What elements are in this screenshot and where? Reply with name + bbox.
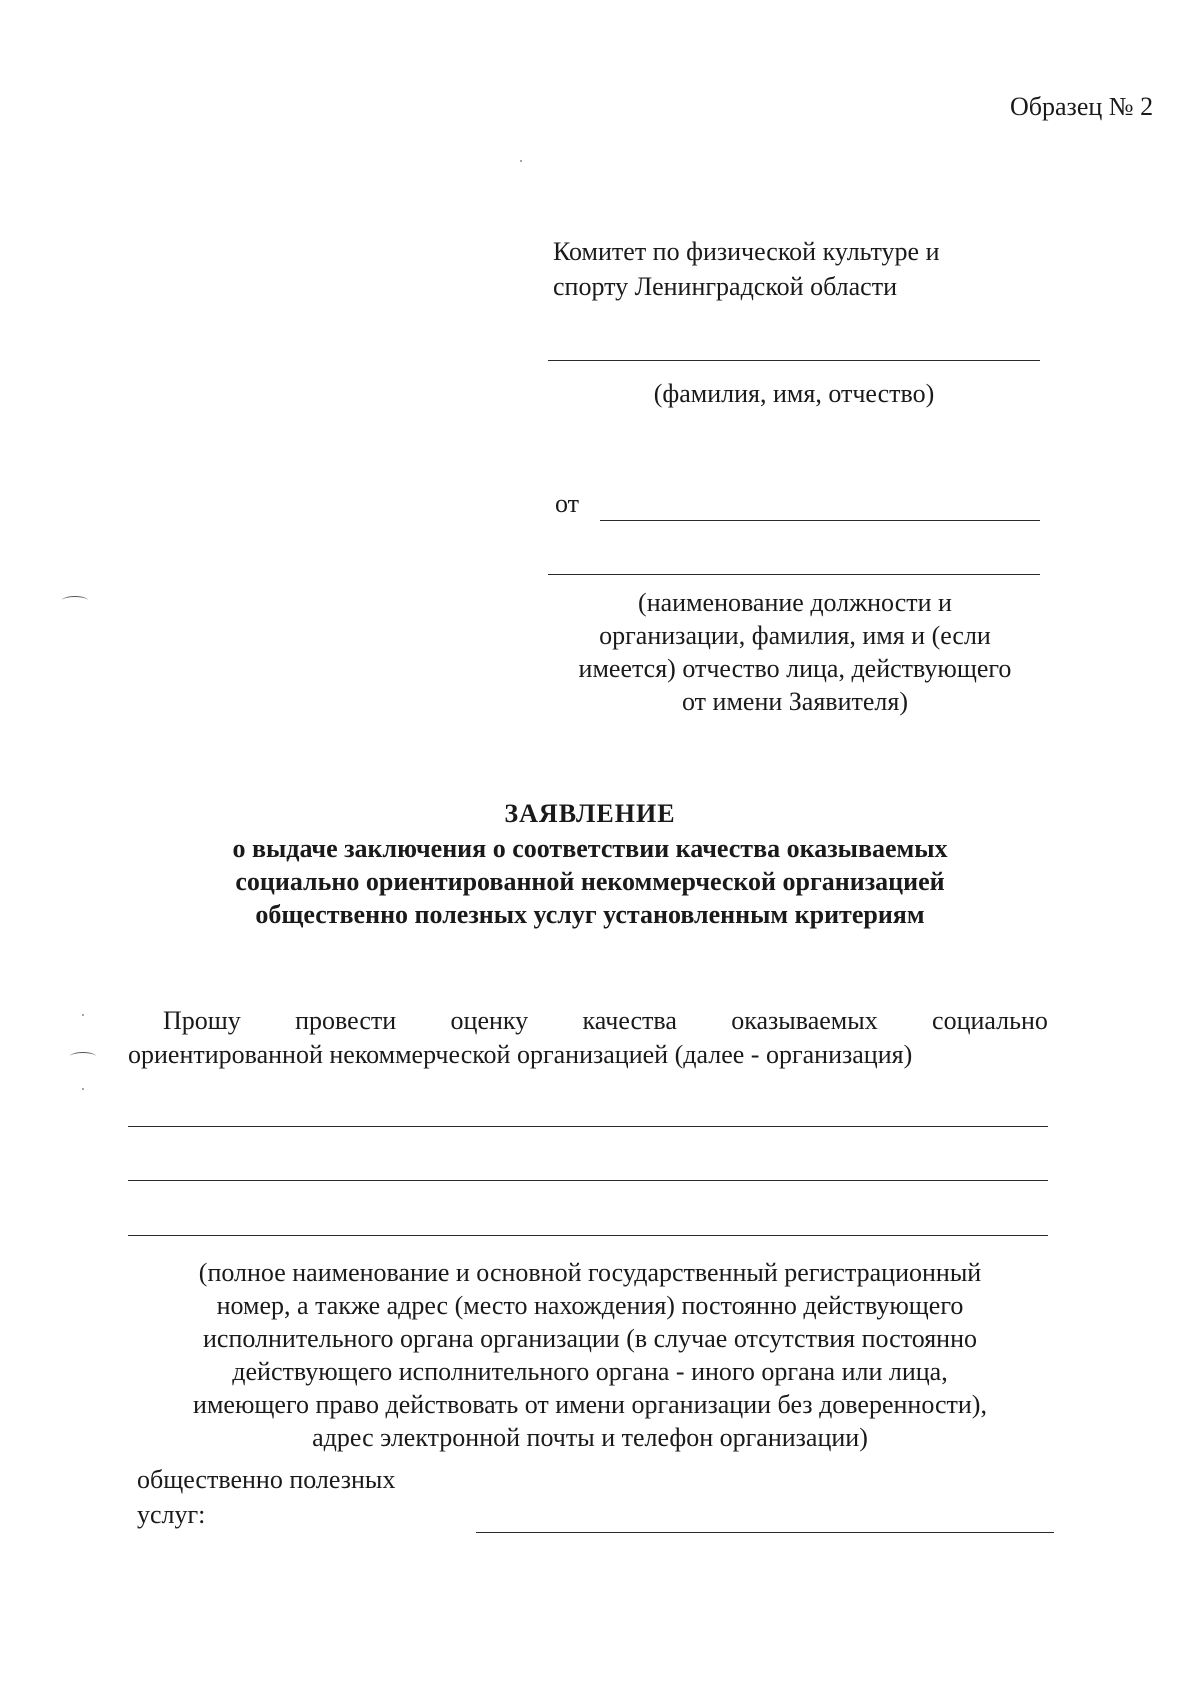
addressee-line-1: Комитет по физической культуре и	[553, 237, 940, 266]
organization-caption-line: (полное наименование и основной государственный регистрационный	[198, 1258, 982, 1287]
scan-speck	[70, 1052, 96, 1061]
request-word: качества	[582, 1006, 677, 1035]
request-word: оказываемых	[731, 1006, 878, 1035]
services-label	[137, 1462, 395, 1532]
services-label-line-1: общественно полезных	[137, 1465, 396, 1494]
title-heading: ЗАЯВЛЕНИЕ	[504, 799, 676, 828]
scan-dot	[82, 1088, 84, 1090]
fio-caption: (фамилия, имя, отчество)	[653, 379, 935, 408]
organization-field-line-2[interactable]	[128, 1180, 1048, 1181]
organization-field-line-1[interactable]	[128, 1126, 1048, 1127]
request-word: Прошу	[163, 1006, 241, 1035]
organization-field-line-3[interactable]	[128, 1235, 1048, 1236]
title-line: социально ориентированной некоммерческой организацией	[235, 867, 945, 896]
representative-caption-line: от имени Заявителя)	[682, 687, 908, 716]
from-label: от	[555, 489, 580, 518]
document-title	[150, 796, 1030, 931]
organization-caption	[130, 1256, 1050, 1454]
organization-caption-line: адрес электронной почты и телефон организации)	[312, 1423, 868, 1452]
applicant-name-field[interactable]	[548, 360, 1040, 361]
representative-field-line-2[interactable]	[548, 574, 1040, 575]
request-second-line: ориентированной некоммерческой организацией (далее - организация)	[128, 1040, 913, 1069]
organization-caption-line: имеющего право действовать от имени организации без доверенности),	[193, 1390, 987, 1419]
scan-speck	[62, 596, 88, 605]
addressee-line-2: спорту Ленинградской области	[553, 272, 897, 301]
representative-caption	[540, 586, 1050, 718]
organization-caption-line: исполнительного органа организации (в случае отсутствия постоянно	[202, 1324, 978, 1353]
representative-caption-line: имеется) отчество лица, действующего	[578, 654, 1012, 683]
services-label-line-2: услуг:	[137, 1500, 206, 1529]
request-word: оценку	[450, 1006, 529, 1035]
request-paragraph	[128, 1004, 1048, 1072]
representative-caption-line: организации, фамилия, имя и (если	[599, 621, 991, 650]
representative-caption-line: (наименование должности и	[638, 588, 952, 617]
sample-number-label: Образец № 2	[1010, 92, 1154, 121]
title-line: общественно полезных услуг установленным критериям	[255, 900, 925, 929]
request-word: социально	[932, 1006, 1048, 1035]
organization-caption-line: действующего исполнительного органа - иного органа или лица,	[232, 1357, 948, 1386]
organization-caption-line: номер, а также адрес (место нахождения) постоянно действующего	[216, 1291, 964, 1320]
scan-dot	[82, 1014, 84, 1016]
representative-field-line-1[interactable]	[600, 520, 1040, 521]
request-word: провести	[295, 1006, 397, 1035]
addressee-block	[553, 234, 1013, 304]
title-line: о выдаче заключения о соответствии качества оказываемых	[232, 834, 948, 863]
services-field[interactable]	[476, 1532, 1054, 1533]
request-first-line	[128, 1004, 1048, 1038]
scan-dot	[520, 160, 522, 162]
